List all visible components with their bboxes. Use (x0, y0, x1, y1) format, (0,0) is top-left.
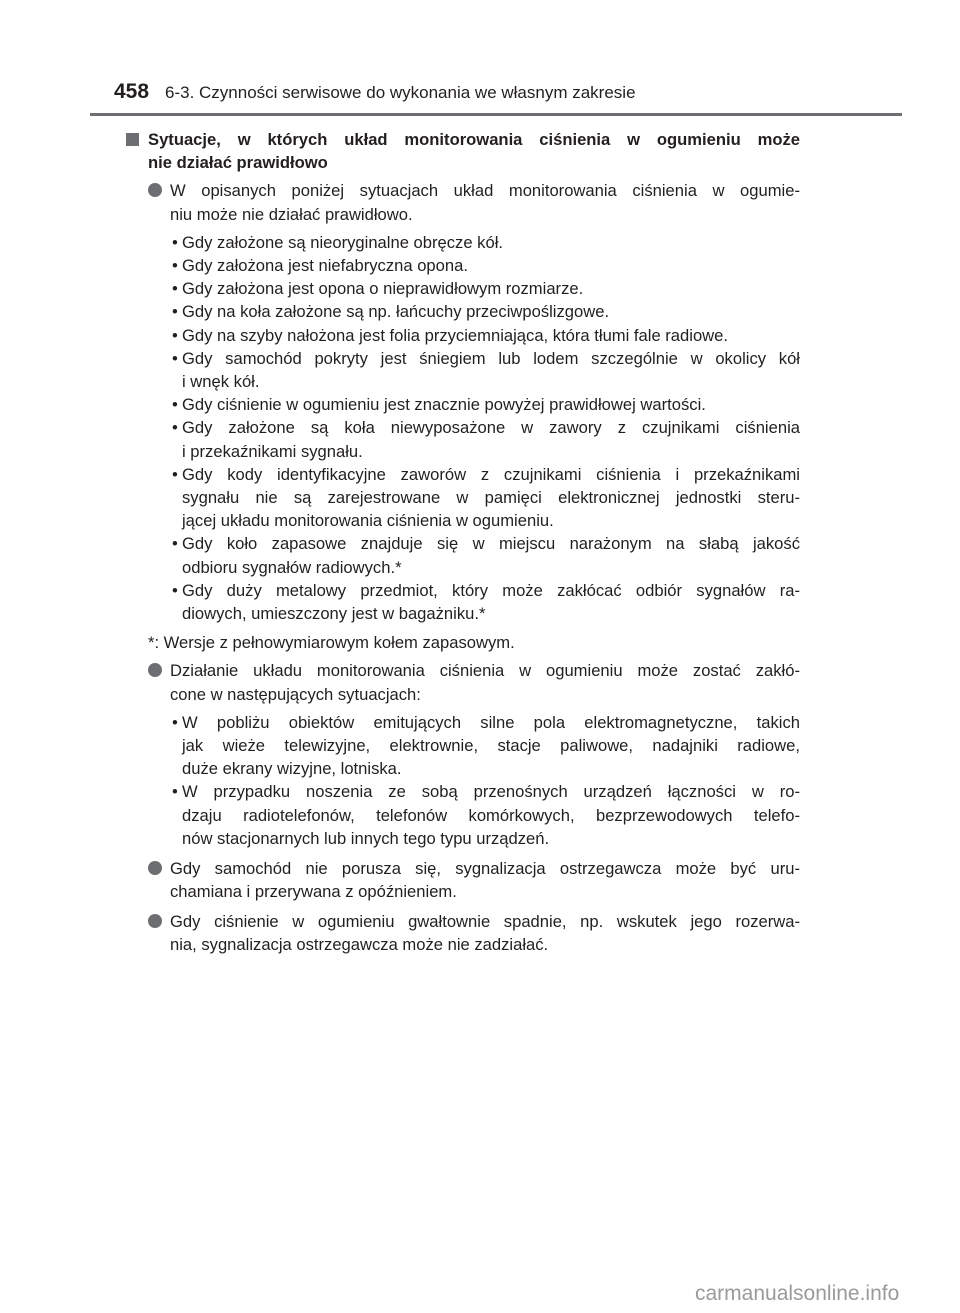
sub-list-item (172, 780, 800, 850)
dot-bullet-icon: • (172, 395, 178, 415)
bullet-paragraph (170, 179, 800, 225)
bullet-paragraph (170, 857, 800, 903)
sub-list-item (172, 579, 800, 625)
text-line: diowych, umieszczony jest w bagażniku.* (182, 604, 486, 624)
text-line: nów stacjonarnych lub innych tego typu urządzeń. (182, 828, 550, 848)
text-line: Gdy kody identyfikacyjne zaworów z czujnikami ciśnienia i przekaźnikami (182, 464, 800, 484)
text-line: W pobliżu obiektów emitujących silne pola elektromagnetyczne, takich (182, 712, 800, 732)
text-line: sygnału nie są zarejestrowane w pamięci elektronicznej jednostki steru- (182, 488, 800, 508)
dot-bullet-icon: • (172, 325, 178, 345)
circle-bullet-icon (148, 861, 162, 875)
text-line: Gdy samochód pokryty jest śniegiem lub lodem szczególnie w okolicy kół (182, 348, 800, 368)
sub-list-item (172, 711, 800, 781)
text-line: odbioru sygnałów radiowych.* (182, 557, 402, 577)
sub-list-item (172, 254, 800, 277)
bullet-paragraph (170, 910, 800, 956)
sub-list-item (172, 300, 800, 323)
text-line: Gdy założone są koła niewyposażone w zawory z czujnikami ciśnienia (182, 418, 800, 438)
section-title: 6-3. Czynności serwisowe do wykonania we własnym zakresie (165, 83, 636, 102)
section-heading (148, 128, 800, 174)
header-rule (90, 113, 902, 116)
circle-bullet-icon (148, 914, 162, 928)
sub-list-item (172, 463, 800, 533)
footnote: *: Wersje z pełnowymiarowym kołem zapasowym. (148, 633, 515, 653)
text-line: Gdy duży metalowy przedmiot, który może zakłócać odbiór sygnałów ra- (182, 580, 800, 600)
circle-bullet-icon (148, 663, 162, 677)
dot-bullet-icon: • (172, 580, 178, 600)
sub-list-item (172, 393, 800, 416)
page-content (0, 128, 960, 956)
dot-bullet-icon: • (172, 712, 178, 732)
sub-list-item (172, 347, 800, 393)
text-line: Gdy na koła założone są np. łańcuchy przeciwpoślizgowe. (182, 302, 610, 322)
sub-list (172, 231, 800, 625)
text-line: cone w następujących sytuacjach: (170, 684, 421, 704)
sub-list-item (172, 416, 800, 462)
bullet-paragraph (170, 659, 800, 705)
sub-list-item (172, 532, 800, 578)
circle-bullet-icon (148, 183, 162, 197)
dot-bullet-icon: • (172, 256, 178, 276)
text-line: Gdy koło zapasowe znajduje się w miejscu narażonym na słabą jakość (182, 534, 800, 554)
sub-list-item (172, 231, 800, 254)
text-line: jak wieże telewizyjne, elektrownie, stacje paliwowe, nadajniki radiowe, (182, 736, 800, 756)
text-line: Gdy założona jest opona o nieprawidłowym rozmiarze. (182, 279, 584, 299)
text-line: duże ekrany wizyjne, lotniska. (182, 759, 402, 779)
text-line: Gdy na szyby nałożona jest folia przyciemniająca, która tłumi fale radiowe. (182, 325, 729, 345)
dot-bullet-icon: • (172, 464, 178, 484)
text-line: i przekaźnikami sygnału. (182, 441, 363, 461)
text-line: W opisanych poniżej sytuacjach układ monitorowania ciśnienia w ogumie- (170, 181, 800, 201)
text-line: Gdy ciśnienie w ogumieniu gwałtownie spadnie, np. wskutek jego rozerwa- (170, 911, 800, 931)
sub-list (172, 711, 800, 850)
text-line: niu może nie działać prawidłowo. (170, 204, 413, 224)
text-line: Działanie układu monitorowania ciśnienia w ogumieniu może zostać zakłó- (170, 661, 800, 681)
dot-bullet-icon: • (172, 279, 178, 299)
dot-bullet-icon: • (172, 534, 178, 554)
dot-bullet-icon: • (172, 418, 178, 438)
dot-bullet-icon: • (172, 782, 178, 802)
dot-bullet-icon: • (172, 232, 178, 252)
text-line: Gdy samochód nie porusza się, sygnalizacja ostrzegawcza może być uru- (170, 859, 800, 879)
text-line: dzaju radiotelefonów, telefonów komórkowych, bezprzewodowych telefo- (182, 805, 800, 825)
text-line: jącej układu monitorowania ciśnienia w ogumieniu. (182, 511, 554, 531)
heading-line: nie działać prawidłowo (148, 153, 328, 173)
watermark: carmanualsonline.info (695, 1282, 900, 1305)
text-line: Gdy założone są nieoryginalne obręcze kół. (182, 232, 504, 252)
page-number: 458 (114, 80, 150, 103)
text-line: nia, sygnalizacja ostrzegawcza może nie zadziałać. (170, 934, 549, 954)
text-line: Gdy założona jest niefabryczna opona. (182, 256, 468, 276)
text-line: W przypadku noszenia ze sobą przenośnych urządzeń łączności w ro- (182, 782, 800, 802)
dot-bullet-icon: • (172, 302, 178, 322)
sub-list-item (172, 324, 800, 347)
text-line: i wnęk kół. (182, 372, 260, 392)
text-line: Gdy ciśnienie w ogumieniu jest znacznie powyżej prawidłowej wartości. (182, 395, 706, 415)
sub-list-item (172, 277, 800, 300)
square-bullet-icon (126, 133, 139, 146)
text-line: chamiana i przerywana z opóźnieniem. (170, 882, 457, 902)
heading-line: Sytuacje, w których układ monitorowania ciśnienia w ogumieniu może (148, 130, 800, 149)
dot-bullet-icon: • (172, 348, 178, 368)
